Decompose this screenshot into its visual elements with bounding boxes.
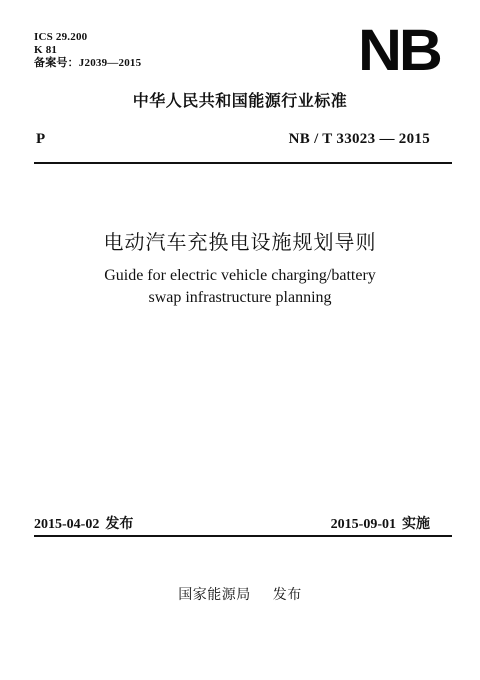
document-title-english-line1: Guide for electric vehicle charging/battery (104, 267, 376, 284)
record-number: 备案号：J2039—2015 (34, 57, 142, 69)
top-divider (34, 162, 452, 164)
standard-number: NB / T 33023 — 2015 (288, 131, 430, 147)
document-title-english-line2: swap infrastructure planning (148, 289, 332, 306)
publisher-name: 国家能源局 (178, 587, 251, 603)
implementation-label: 实施 (402, 516, 430, 532)
class-code: P (36, 131, 46, 147)
issue-date: 2015-04-02 (34, 517, 100, 532)
publisher-line (0, 584, 480, 604)
issue-date-block (34, 513, 133, 533)
issue-label: 发布 (105, 516, 134, 532)
ics-code: ICS 29.200 (34, 31, 88, 43)
implementation-date-block (331, 513, 430, 533)
bottom-divider (34, 535, 452, 537)
publisher-action: 发布 (272, 587, 302, 603)
document-title-chinese: 电动汽车充换电设施规划导则 (103, 230, 377, 254)
standard-category-title: 中华人民共和国能源行业标准 (132, 91, 348, 110)
classification-code: K 81 (34, 44, 58, 56)
nb-logo: NB (358, 18, 440, 83)
implementation-date: 2015-09-01 (330, 517, 396, 532)
